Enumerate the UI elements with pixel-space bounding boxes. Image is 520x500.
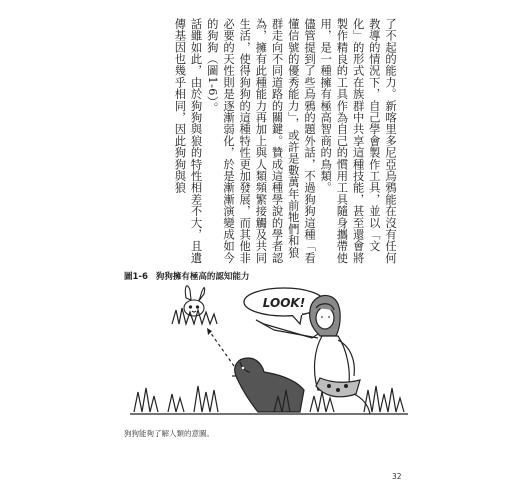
body-paragraph-3: 話雖如此，由於狗狗與狼的特性相差不大，且遺傳基因也幾乎相同，因此狗狗與狼 [173, 18, 203, 264]
body-text [118, 18, 398, 268]
rabbit-illustration [184, 286, 205, 316]
page-number: 32 [392, 472, 402, 481]
figure-caption: 狗狗能夠了解人類的意圖。 [124, 429, 214, 438]
speech-bubble-text: LOOK! [262, 296, 306, 310]
gaze-arrow [210, 332, 234, 366]
figure-illustration [124, 280, 414, 420]
body-paragraph-1: 了不起的能力。新喀里多尼亞烏鴉能在沒有任何教導的情況下，自己學會製作工具，並以「文化」的形式在族群中共享這種技能，甚至還會將製作精良的工具作為自己的慣用工具隨身攜帶使用，是一種擁有極高智商的鳥類。 [319, 18, 397, 264]
body-paragraph-2: 儘管提到了些烏鴉的題外話，不過狗狗這種「看懂信號的優秀能力」，或許是數萬年前牠們和狼群走向不同道路的關鍵。贊成這種學說的學者認為，擁有此種能力再加上與人類頻繁接觸及共同生活，使得狗狗的這種特性更加發展，而其他非必要的天性則是逐漸弱化，於是漸漸演變成如今的狗狗（圖1-6）。 [205, 18, 316, 264]
figure-number: 圖1-6 [124, 272, 148, 282]
dog-illustration [232, 358, 304, 412]
figure-title-text: 狗狗擁有極高的認知能力 [155, 272, 250, 282]
